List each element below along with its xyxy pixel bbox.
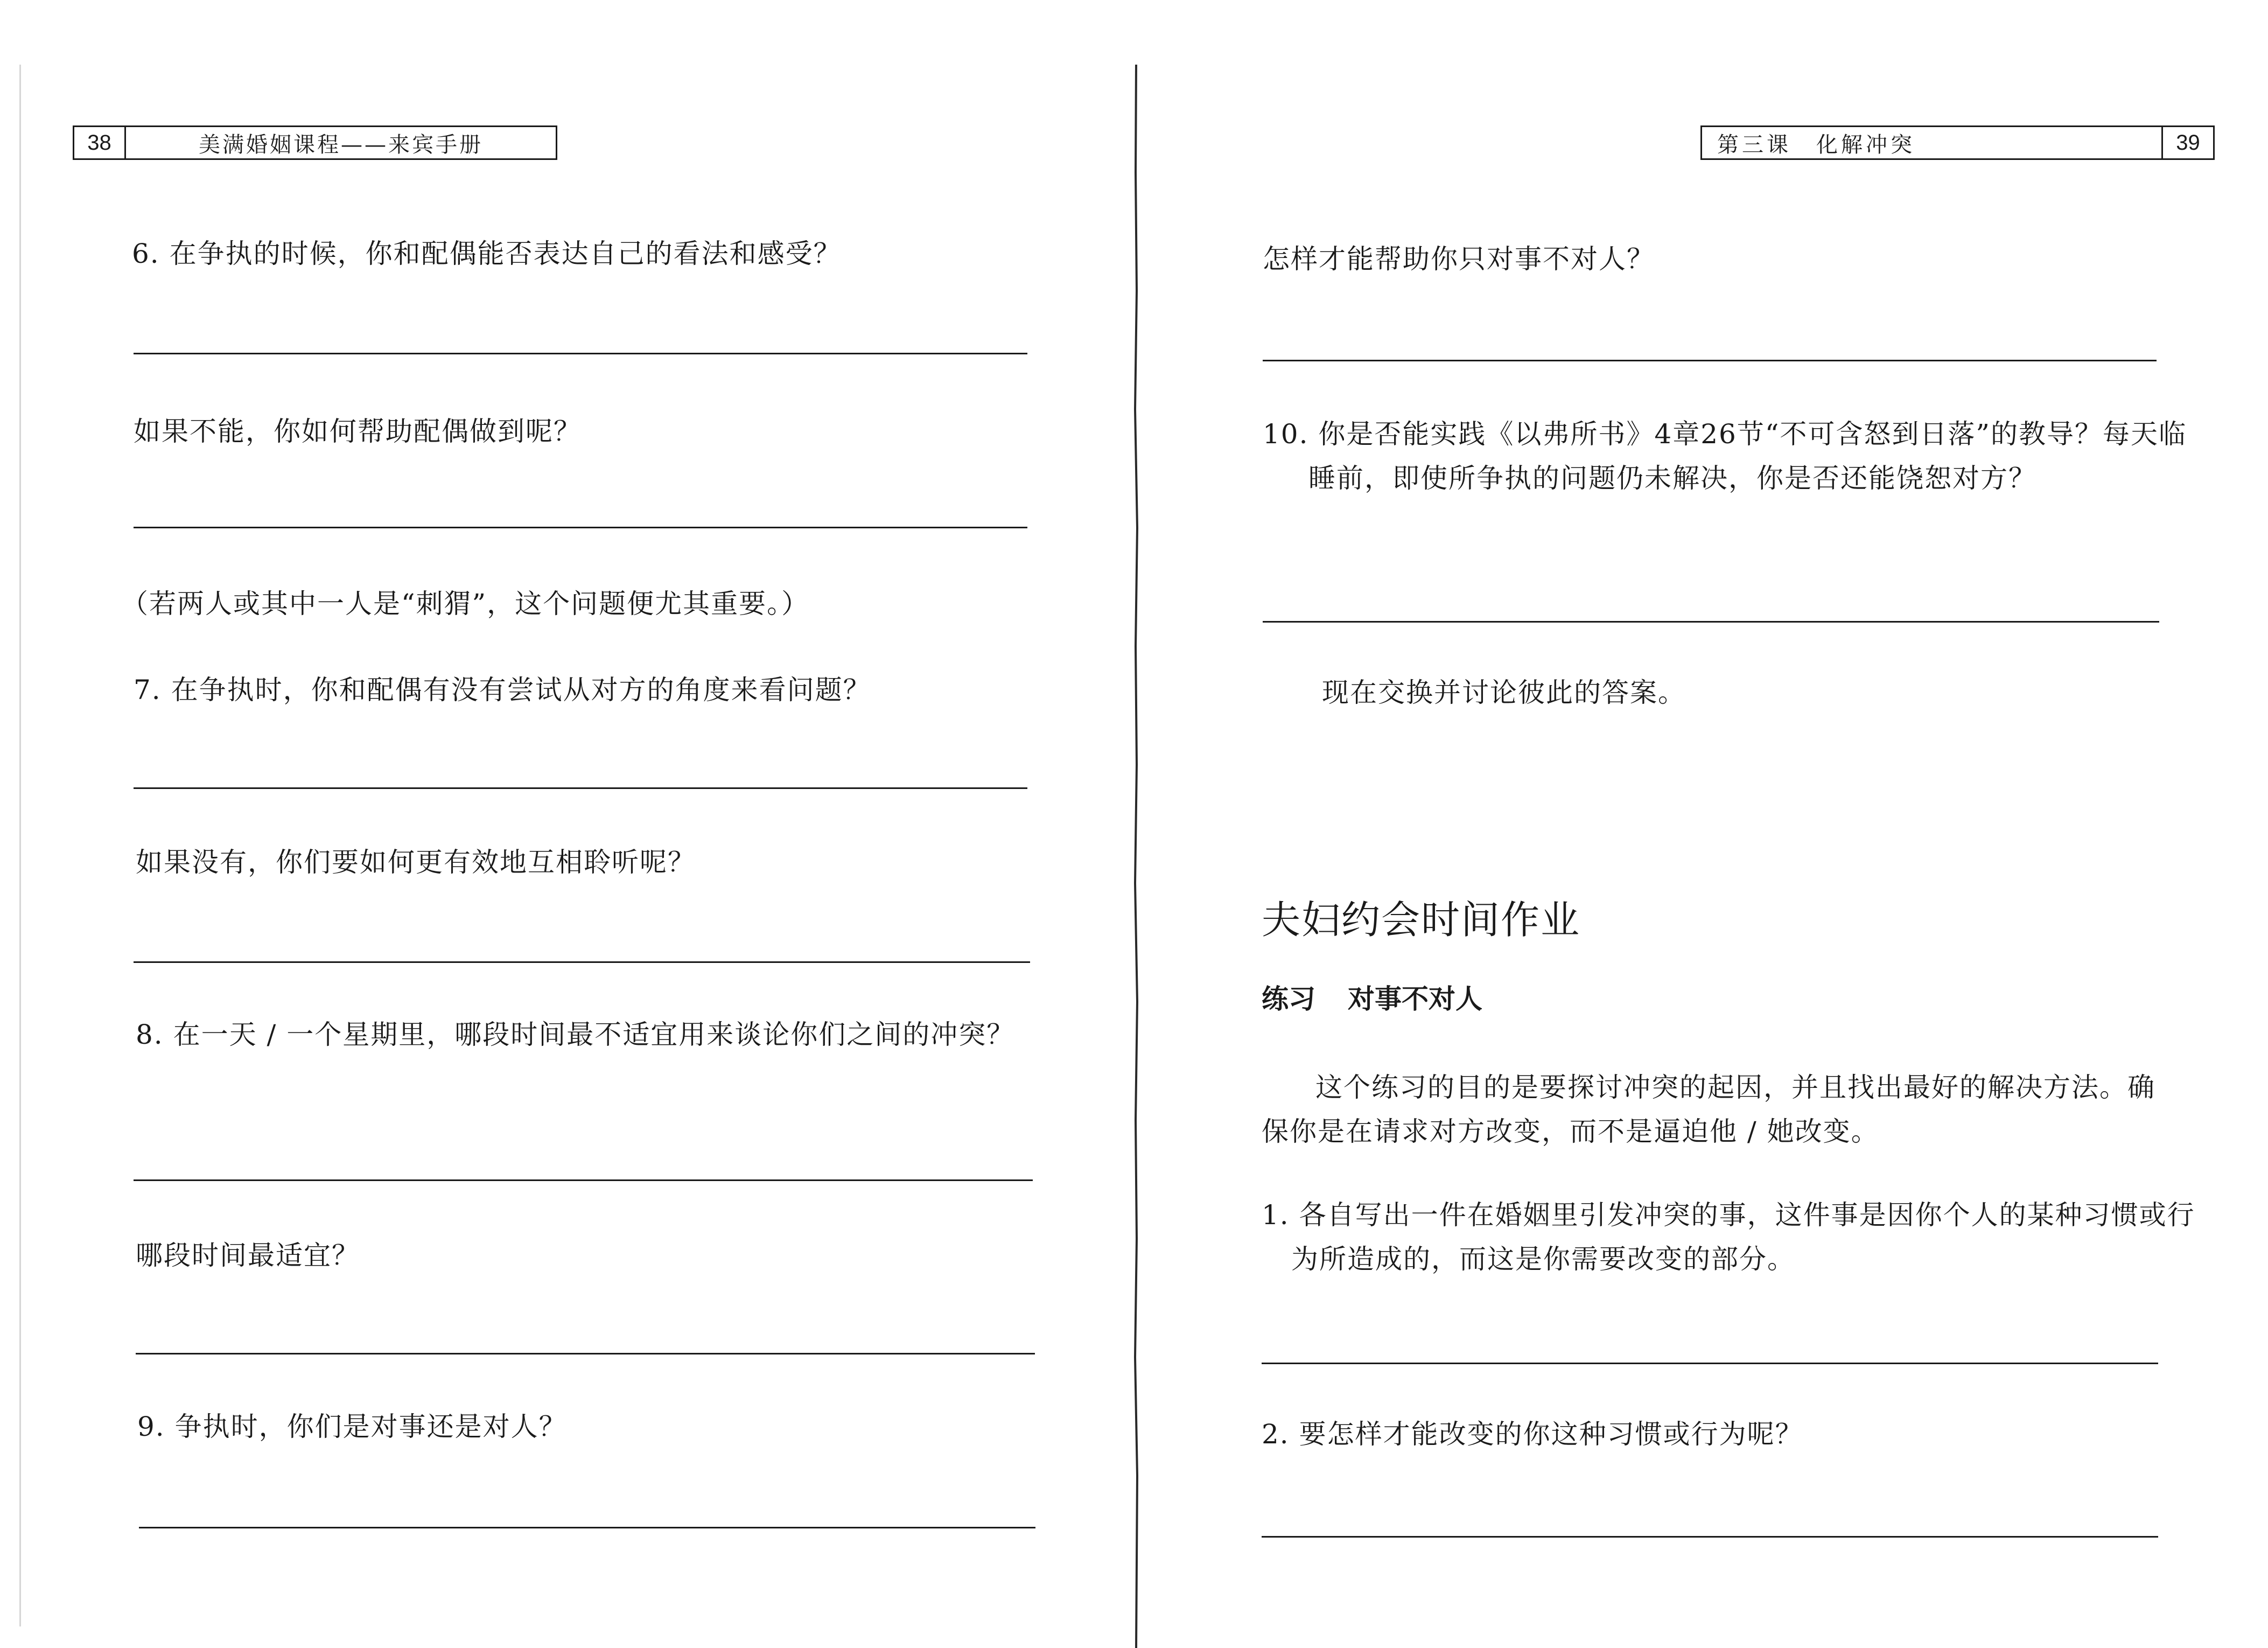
exercise-question-2: 2. 要怎样才能改变的你这种习惯或行为呢？ xyxy=(1262,1419,1803,1450)
right-page-number: 39 xyxy=(2161,127,2213,158)
answer-line-q8-follow-up[interactable] xyxy=(136,1353,1035,1354)
question-10: 10. 你是否能实践《以弗所书》4章26节“不可含怒到日落”的教导？每天临睡前，即使所争执的问题仍未解决，你是否还能饶恕对方？ xyxy=(1263,418,2187,494)
right-running-title: 第三课 化解冲突 xyxy=(1717,132,1915,157)
answer-line-q8[interactable] xyxy=(134,1179,1033,1181)
exercise-intro: 这个练习的目的是要探讨冲突的起因，并且找出最好的解决方法。确保你是在请求对方改变，而不是逼迫他 / 她改变。 xyxy=(1262,1072,2155,1147)
exercise-label: 练习 xyxy=(1262,983,1315,1015)
answer-line-q10[interactable] xyxy=(1263,621,2159,623)
right-page xyxy=(1136,0,2268,1648)
section-title: 夫妇约会时间作业 xyxy=(1262,897,1581,942)
question-8-follow-up: 哪段时间最适宜？ xyxy=(136,1240,360,1271)
answer-line-q7[interactable] xyxy=(134,787,1027,789)
question-6: 6. 在争执的时候，你和配偶能否表达自己的看法和感受？ xyxy=(132,238,842,269)
exercise-title: 对事不对人 xyxy=(1348,983,1482,1015)
left-running-title: 美满婚姻课程——来宾手册 xyxy=(199,132,483,157)
answer-line-q6[interactable] xyxy=(134,353,1027,354)
question-6-note: （若两人或其中一人是“刺猬”，这个问题便尤其重要。） xyxy=(121,588,810,619)
answer-line-q6-follow-up[interactable] xyxy=(134,527,1027,528)
discuss-instruction: 现在交换并讨论彼此的答案。 xyxy=(1322,677,1686,708)
question-8: 8. 在一天 / 一个星期里，哪段时间最不适宜用来谈论你们之间的冲突？ xyxy=(136,1019,1015,1050)
exercise-heading xyxy=(1262,977,1482,1016)
answer-line-q7-follow-up[interactable] xyxy=(134,961,1030,963)
right-running-header xyxy=(1700,125,2215,160)
left-page-number: 38 xyxy=(74,127,126,158)
answer-line-exercise-1[interactable] xyxy=(1262,1363,2158,1364)
answer-line-q9[interactable] xyxy=(139,1527,1035,1528)
answer-line-exercise-2[interactable] xyxy=(1262,1536,2158,1538)
answer-line-q9-follow-up[interactable] xyxy=(1263,360,2157,361)
exercise-question-1: 1. 各自写出一件在婚姻里引发冲突的事，这件事是因你个人的某种习惯或行为所造成的，而这是你需要改变的部分。 xyxy=(1262,1199,2195,1275)
left-running-header xyxy=(73,125,557,160)
question-7: 7. 在争执时，你和配偶有没有尝试从对方的角度来看问题？ xyxy=(134,674,871,706)
question-6-follow-up: 如果不能，你如何帮助配偶做到呢？ xyxy=(134,416,582,447)
question-7-follow-up: 如果没有，你们要如何更有效地互相聆听呢？ xyxy=(136,847,696,878)
question-9: 9. 争执时，你们是对事还是对人？ xyxy=(137,1411,567,1442)
question-9-follow-up: 怎样才能帮助你只对事不对人？ xyxy=(1263,243,1655,275)
